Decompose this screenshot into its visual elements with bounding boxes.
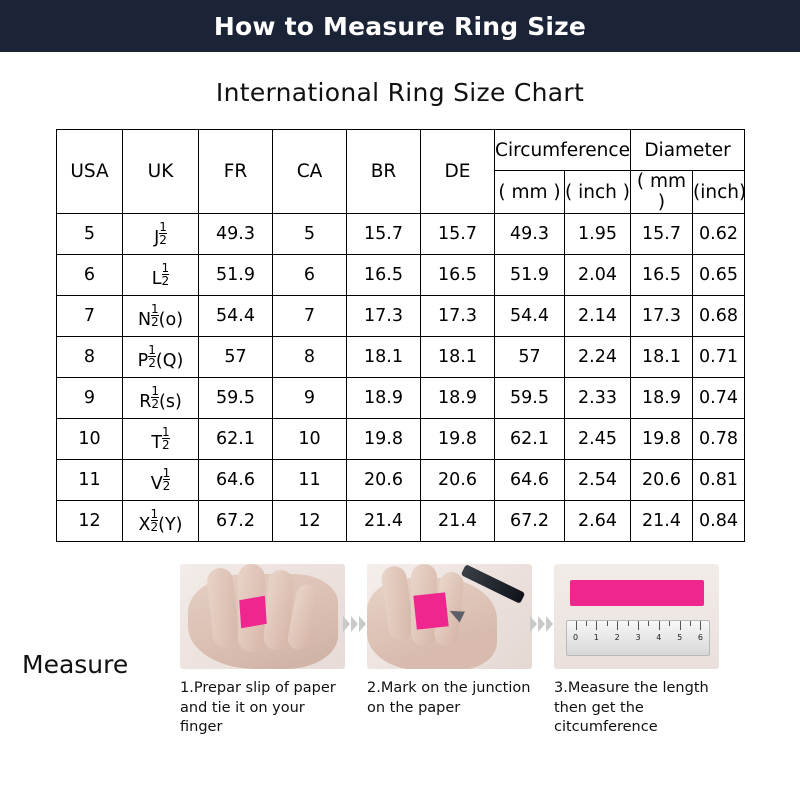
cell-br: 18.9 — [347, 378, 421, 419]
cell-circ-in: 2.64 — [565, 501, 631, 542]
cell-usa: 7 — [57, 296, 123, 337]
cell-fr: 49.3 — [199, 214, 273, 255]
col-header-uk: UK — [123, 130, 199, 214]
cell-dia-in: 0.74 — [693, 378, 745, 419]
cell-circ-in: 2.45 — [565, 419, 631, 460]
cell-circ-in: 2.24 — [565, 337, 631, 378]
cell-uk: V $\frac{1}{2}$ — [123, 460, 199, 501]
col-header-usa: USA — [57, 130, 123, 214]
cell-uk: X $\frac{1}{2}$ (Y) — [123, 501, 199, 542]
ruler-tick — [596, 621, 597, 630]
table-row — [57, 255, 745, 296]
sub-header-circumference-mm: ( mm ) — [495, 171, 565, 214]
cell-dia-mm: 19.8 — [631, 419, 693, 460]
measure-step-3 — [554, 564, 719, 738]
sub-header-circumference-inch: ( inch ) — [565, 171, 631, 214]
table-row — [57, 419, 745, 460]
measure-steps — [180, 564, 719, 738]
step-3-caption: 3.Measure the length then get the citcumference — [554, 680, 709, 736]
cell-usa: 12 — [57, 501, 123, 542]
cell-circ-mm: 51.9 — [495, 255, 565, 296]
cell-dia-mm: 18.1 — [631, 337, 693, 378]
cell-fr: 67.2 — [199, 501, 273, 542]
sub-header-diameter-inch: (inch) — [693, 171, 745, 214]
cell-dia-in: 0.62 — [693, 214, 745, 255]
chart-title: International Ring Size Chart — [215, 78, 585, 107]
cell-usa: 9 — [57, 378, 123, 419]
ring-size-table-wrap — [56, 129, 747, 542]
table-row — [57, 214, 745, 255]
cell-dia-in: 0.84 — [693, 501, 745, 542]
cell-fr: 64.6 — [199, 460, 273, 501]
cell-dia-mm: 15.7 — [631, 214, 693, 255]
measure-label: Measure — [22, 650, 129, 679]
col-header-de: DE — [421, 130, 495, 214]
measure-step-2 — [367, 564, 532, 738]
cell-br: 16.5 — [347, 255, 421, 296]
ruler-tick — [700, 621, 701, 630]
measure-step-1 — [180, 564, 345, 738]
ruler-tick — [607, 621, 608, 626]
cell-uk: R $\frac{1}{2}$ (s) — [123, 378, 199, 419]
cell-dia-mm: 17.3 — [631, 296, 693, 337]
cell-dia-in: 0.71 — [693, 337, 745, 378]
cell-de: 15.7 — [421, 214, 495, 255]
ruler-tick — [628, 621, 629, 626]
cell-circ-mm: 62.1 — [495, 419, 565, 460]
page-header — [0, 0, 800, 52]
cell-de: 16.5 — [421, 255, 495, 296]
cell-br: 19.8 — [347, 419, 421, 460]
cell-usa: 11 — [57, 460, 123, 501]
cell-br: 18.1 — [347, 337, 421, 378]
table-row — [57, 296, 745, 337]
cell-circ-mm: 67.2 — [495, 501, 565, 542]
ruler-number: 5 — [677, 633, 683, 642]
cell-dia-in: 0.78 — [693, 419, 745, 460]
cell-usa: 8 — [57, 337, 123, 378]
paper-strip — [570, 580, 704, 606]
chevron-right-icon — [343, 612, 365, 636]
col-header-ca: CA — [273, 130, 347, 214]
paper-strip — [239, 596, 267, 629]
sub-header-diameter-mm: ( mm ) — [631, 171, 693, 214]
cell-uk: L $\frac{1}{2}$ — [123, 255, 199, 296]
table-body — [57, 214, 745, 542]
table-row — [57, 337, 745, 378]
cell-dia-in: 0.81 — [693, 460, 745, 501]
cell-ca: 12 — [273, 501, 347, 542]
ruler-tick — [576, 621, 577, 630]
table-row — [57, 501, 745, 542]
cell-uk: N $\frac{1}{2}$ (o) — [123, 296, 199, 337]
ring-size-table — [56, 129, 745, 542]
ruler-number: 6 — [697, 633, 704, 642]
cell-dia-mm: 18.9 — [631, 378, 693, 419]
cell-br: 15.7 — [347, 214, 421, 255]
ruler-tick — [638, 621, 639, 630]
ruler-number: 3 — [635, 633, 641, 642]
ruler-tick — [617, 621, 618, 630]
cell-circ-in: 2.04 — [565, 255, 631, 296]
cell-fr: 62.1 — [199, 419, 273, 460]
cell-ca: 8 — [273, 337, 347, 378]
step-1-caption: 1.Prepar slip of paper and tie it on your finger — [180, 680, 336, 736]
cell-ca: 10 — [273, 419, 347, 460]
measure-section — [0, 564, 800, 774]
ruler-graphic — [566, 620, 710, 656]
cell-br: 17.3 — [347, 296, 421, 337]
table-row — [57, 378, 745, 419]
cell-dia-in: 0.68 — [693, 296, 745, 337]
cell-ca: 7 — [273, 296, 347, 337]
cell-usa: 6 — [57, 255, 123, 296]
ruler-tick — [669, 621, 670, 626]
cell-circ-in: 1.95 — [565, 214, 631, 255]
col-header-br: BR — [347, 130, 421, 214]
cell-br: 20.6 — [347, 460, 421, 501]
cell-ca: 9 — [273, 378, 347, 419]
cell-circ-mm: 49.3 — [495, 214, 565, 255]
cell-fr: 57 — [199, 337, 273, 378]
ruler-tick — [690, 621, 691, 626]
cell-de: 18.1 — [421, 337, 495, 378]
cell-dia-in: 0.65 — [693, 255, 745, 296]
cell-circ-mm: 59.5 — [495, 378, 565, 419]
step-3-photo-ruler — [554, 564, 719, 669]
cell-circ-in: 2.14 — [565, 296, 631, 337]
cell-usa: 10 — [57, 419, 123, 460]
cell-circ-mm: 64.6 — [495, 460, 565, 501]
col-header-fr: FR — [199, 130, 273, 214]
step-1-photo-hand-with-paper — [180, 564, 345, 669]
ruler-ticks — [567, 621, 709, 633]
cell-ca: 11 — [273, 460, 347, 501]
cell-dia-mm: 20.6 — [631, 460, 693, 501]
paper-strip — [413, 592, 448, 629]
col-group-header-diameter: Diameter — [631, 130, 745, 171]
ruler-number: 2 — [614, 633, 620, 642]
cell-circ-in: 2.54 — [565, 460, 631, 501]
cell-ca: 6 — [273, 255, 347, 296]
cell-de: 19.8 — [421, 419, 495, 460]
cell-dia-mm: 16.5 — [631, 255, 693, 296]
cell-circ-in: 2.33 — [565, 378, 631, 419]
cell-de: 21.4 — [421, 501, 495, 542]
cell-circ-mm: 54.4 — [495, 296, 565, 337]
chevron-right-icon — [530, 612, 552, 636]
cell-ca: 5 — [273, 214, 347, 255]
ruler-number: 1 — [593, 633, 599, 642]
cell-circ-mm: 57 — [495, 337, 565, 378]
cell-de: 17.3 — [421, 296, 495, 337]
table-row — [57, 460, 745, 501]
col-group-header-circumference: Circumference — [495, 130, 631, 171]
ruler-tick — [659, 621, 660, 630]
table-header-row-1 — [57, 130, 745, 171]
cell-fr: 51.9 — [199, 255, 273, 296]
cell-uk: P $\frac{1}{2}$ (Q) — [123, 337, 199, 378]
cell-de: 18.9 — [421, 378, 495, 419]
cell-fr: 59.5 — [199, 378, 273, 419]
page-title: How to Measure Ring Size — [213, 11, 587, 41]
ruler-tick — [586, 621, 587, 626]
cell-uk: T $\frac{1}{2}$ — [123, 419, 199, 460]
cell-dia-mm: 21.4 — [631, 501, 693, 542]
ruler-number: 4 — [656, 633, 662, 642]
cell-br: 21.4 — [347, 501, 421, 542]
step-2-caption: 2.Mark on the junction on the paper — [367, 680, 531, 716]
cell-uk: J $\frac{1}{2}$ — [123, 214, 199, 255]
step-2-photo-mark-junction — [367, 564, 532, 669]
cell-usa: 5 — [57, 214, 123, 255]
cell-fr: 54.4 — [199, 296, 273, 337]
ruler-number: 0 — [572, 633, 579, 642]
ruler-tick — [648, 621, 649, 626]
ruler-tick — [680, 621, 681, 630]
cell-de: 20.6 — [421, 460, 495, 501]
